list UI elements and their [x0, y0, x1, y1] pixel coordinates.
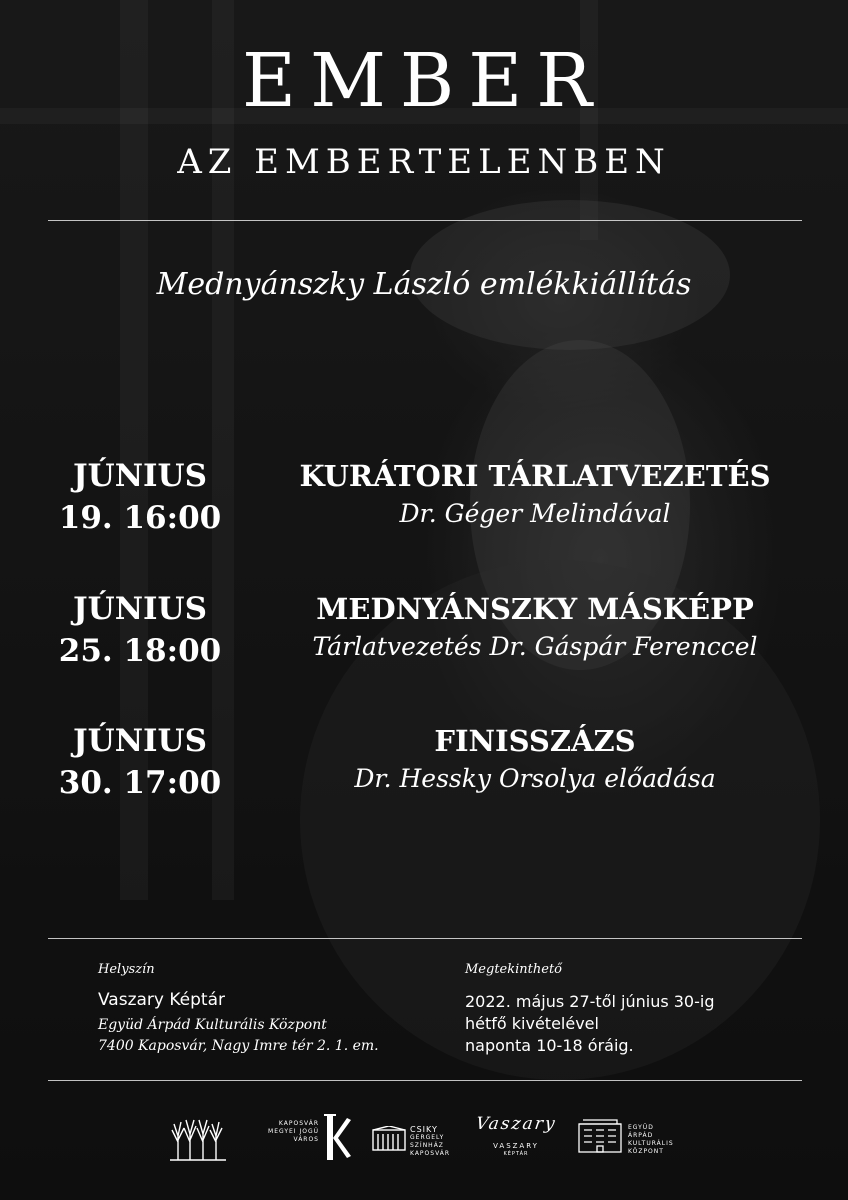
trees-icon — [168, 1112, 228, 1162]
trees-logo — [168, 1112, 230, 1164]
divider-info-bottom — [48, 1080, 802, 1081]
event-1 — [0, 455, 848, 555]
egyud-logo — [578, 1112, 678, 1164]
csiky-line-1: CSIKY — [410, 1125, 438, 1134]
location-venue: Vaszary Képtár — [98, 990, 226, 1010]
event-subtitle: Dr. Hessky Orsolya előadása — [354, 764, 716, 793]
location-org: Együd Árpád Kulturális Központ — [98, 1017, 327, 1033]
csiky-line-4: KAPOSVÁR — [410, 1150, 451, 1157]
event-subtitle: Dr. Géger Melindával — [399, 499, 671, 528]
csiky-line-2: GERGELY — [410, 1134, 445, 1141]
theater-building-icon — [372, 1126, 406, 1152]
vaszary-kind: KÉPTÁR — [503, 1151, 529, 1157]
location-label: Helyszín — [98, 962, 155, 977]
exhibition-tagline: Mednyánszky László emlékkiállítás — [156, 267, 692, 302]
divider-top — [48, 220, 802, 221]
kaposvar-line-3: VÁROS — [293, 1136, 319, 1143]
poster-subtitle: AZ EMBERTELENBEN — [177, 142, 671, 182]
event-date — [50, 588, 230, 672]
event-day-time: 25. 18:00 — [58, 633, 222, 669]
event-subtitle: Tárlatvezetés Dr. Gáspár Ferenccel — [312, 632, 758, 661]
event-title: FINISSZÁZS — [434, 724, 636, 758]
egyud-line-1: EGYÜD ÁRPÁD — [628, 1124, 654, 1139]
vaszary-script-text: Vaszary — [474, 1114, 558, 1134]
csiky-text — [410, 1126, 458, 1158]
cultural-center-building-icon — [578, 1118, 622, 1154]
location-address: 7400 Kaposvár, Nagy Imre tér 2. 1. em. — [98, 1038, 379, 1054]
kaposvar-line-1: KAPOSVÁR — [278, 1120, 319, 1127]
egyud-line-3: KÖZPONT — [628, 1148, 664, 1155]
event-day-time: 30. 17:00 — [58, 765, 222, 801]
divider-info-top — [48, 938, 802, 939]
vaszary-name: VASZARY — [493, 1142, 539, 1150]
viewing-label: Megtekinthető — [465, 962, 562, 977]
egyud-text — [628, 1124, 678, 1156]
viewing-exception: hétfő kivételével — [465, 1014, 599, 1033]
kaposvar-logo — [255, 1112, 355, 1164]
kaposvar-line-2: MEGYEI JOGÚ — [268, 1128, 319, 1135]
event-month: JÚNIUS — [73, 723, 207, 759]
event-date — [50, 455, 230, 539]
csiky-line-3: SZÍNHÁZ — [410, 1142, 444, 1149]
event-2 — [0, 588, 848, 688]
egyud-line-2: KULTURÁLIS — [628, 1140, 674, 1147]
vaszary-logo — [476, 1112, 556, 1164]
viewing-dates: 2022. május 27-től június 30-ig — [465, 992, 715, 1011]
event-date — [50, 720, 230, 804]
event-month: JÚNIUS — [73, 591, 207, 627]
viewing-hours: naponta 10-18 óráig. — [465, 1036, 634, 1055]
csiky-logo — [372, 1112, 458, 1164]
event-3 — [0, 720, 848, 820]
event-day-time: 19. 16:00 — [58, 500, 222, 536]
event-title: KURÁTORI TÁRLATVEZETÉS — [299, 459, 771, 493]
k-crest-icon — [323, 1112, 353, 1164]
event-month: JÚNIUS — [73, 458, 207, 494]
event-title: MEDNYÁNSZKY MÁSKÉPP — [316, 592, 754, 626]
poster-title: EMBER — [242, 38, 606, 124]
kaposvar-text — [255, 1120, 319, 1144]
